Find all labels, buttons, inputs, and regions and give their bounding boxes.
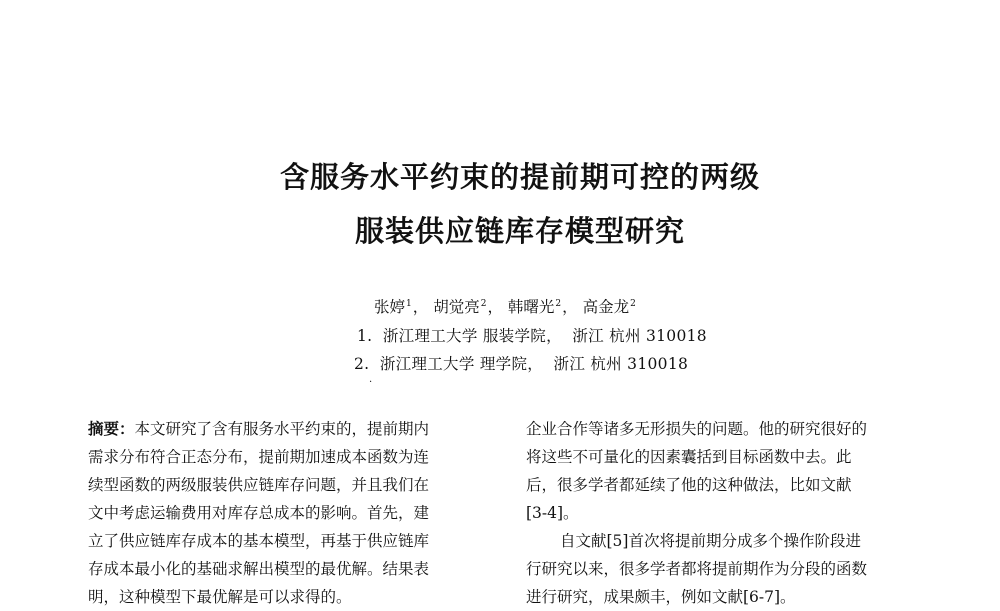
abstract-line: 需求分布符合正态分布，提前期加速成本函数为连 [88, 448, 430, 466]
author-sep: ， [562, 298, 578, 316]
body-line: 后，很多学者都延续了他的这种做法，比如文献 [526, 476, 852, 494]
abstract-line: 续型函数的两级服装供应链库存问题，并且我们在 [88, 476, 430, 494]
abstract-line: 存成本最小化的基础求解出模型的最优解。结果表 [88, 560, 430, 578]
body-column-right [526, 415, 921, 611]
title-line-1: 含服务水平约束的提前期可控的两级 [279, 160, 760, 194]
author-list [374, 295, 637, 317]
author-name: 高金龙 [582, 298, 630, 316]
body-line: [3-4]。 [526, 504, 579, 522]
author-sup: 2 [630, 299, 636, 309]
abstract-label: 摘要： [88, 420, 135, 438]
author-name: 韩曙光 [507, 298, 555, 316]
author-name: 张婷 [374, 298, 406, 316]
author-sup: 1 [406, 299, 412, 309]
affiliation-1: 1. 浙江理工大学 服装学院， 浙江 杭州 310018 [357, 327, 707, 345]
author-name: 胡觉亮 [433, 298, 480, 316]
author-sep: ， [412, 298, 429, 316]
affiliation-2: 2. 浙江理工大学 理学院， 浙江 杭州 310018 [354, 355, 689, 373]
abstract-line: 文中考虑运输费用对库存总成本的影响。首先，建 [88, 504, 430, 522]
body-line: 企业合作等诸多无形损失的问题。他的研究很好的 [526, 420, 868, 438]
abstract-line: 立了供应链库存成本的基本模型，再基于供应链库 [88, 532, 430, 550]
abstract-line: 明，这种模型下最优解是可以求得的。 [88, 588, 352, 606]
author-sup: 2 [555, 299, 562, 309]
author-sup: 2 [480, 299, 487, 309]
body-line: 自文献[5]首次将提前期分成多个操作阶段进 [560, 532, 861, 550]
title-line-2: 服装供应链库存模型研究 [354, 214, 685, 248]
stray-dot: . [369, 374, 373, 385]
author-sep: ， [487, 298, 503, 316]
body-line: 将这些不可量化的因素囊括到目标函数中去。此 [526, 448, 852, 466]
body-line: 进行研究，成果颇丰，例如文献[6-7]。 [526, 588, 796, 606]
abstract-column [88, 415, 480, 611]
abstract-line [88, 415, 480, 443]
abstract-line-text: 本文研究了含有服务水平约束的，提前期内 [134, 420, 430, 438]
body-line: 行研究以来，很多学者都将提前期作为分段的函数 [526, 560, 868, 578]
